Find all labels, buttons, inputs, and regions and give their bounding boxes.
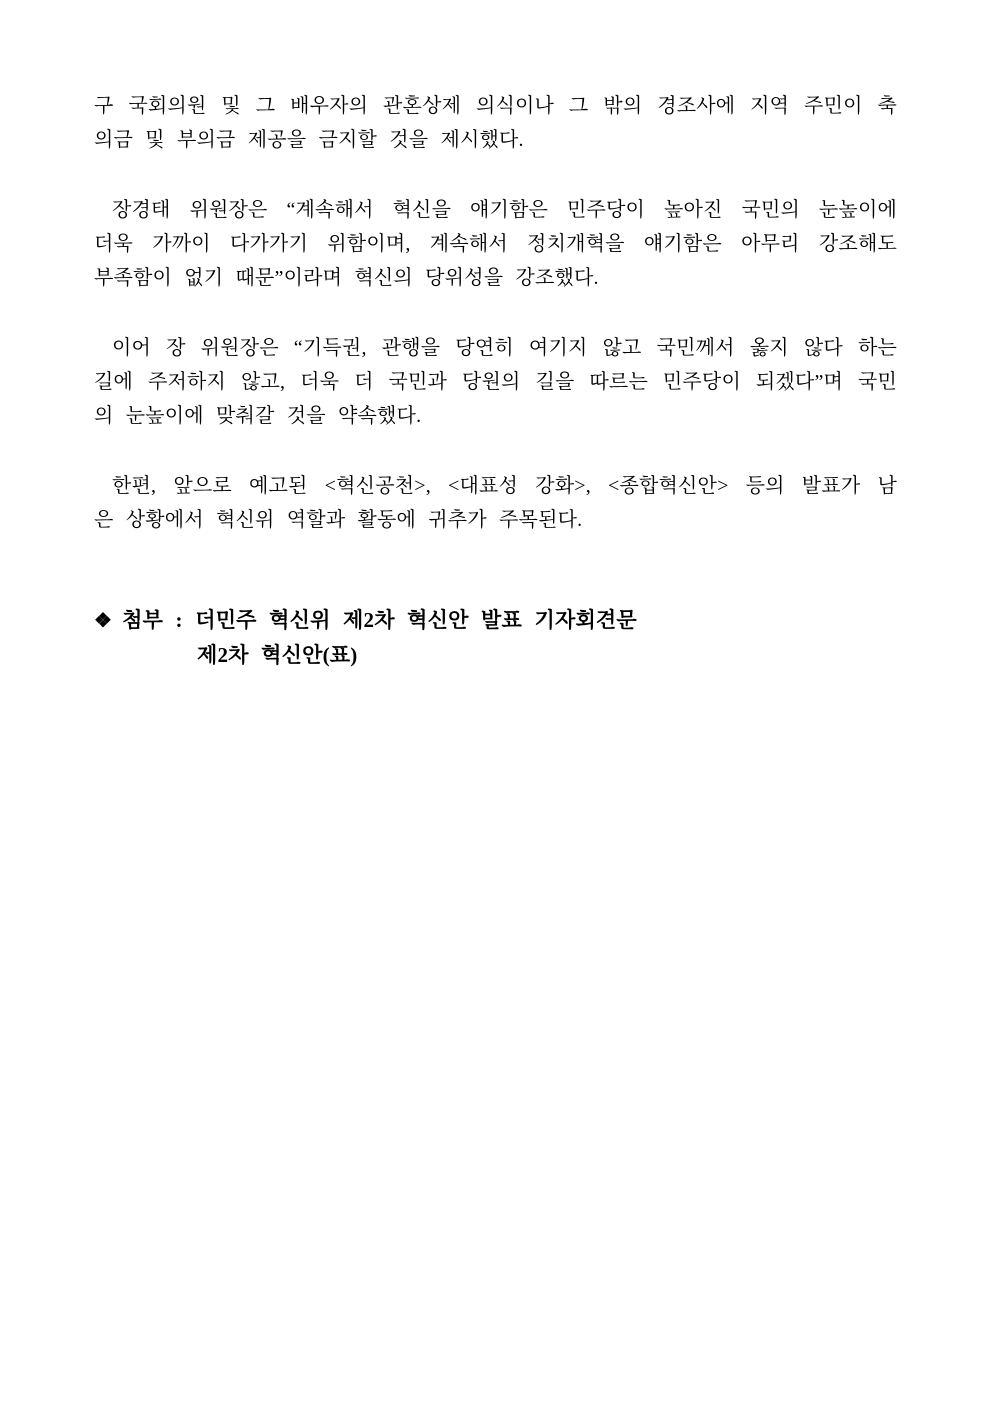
text-line: 부족함이 없기 때문”이라며 혁신의 당위성을 강조했다. bbox=[94, 267, 599, 289]
paragraph-3 bbox=[94, 331, 897, 433]
attachment-section bbox=[94, 603, 897, 672]
attachment-line-2: 제2차 혁신안(표) bbox=[197, 643, 358, 667]
paragraph-2 bbox=[94, 193, 897, 295]
paragraph-4 bbox=[94, 469, 897, 537]
text-line: 구 국회의원 및 그 배우자의 관혼상제 의식이나 그 밖의 경조사에 지역 주민이 축 bbox=[94, 95, 897, 117]
text-line: 장경태 위원장은 “계속해서 혁신을 얘기함은 민주당이 높아진 국민의 눈높이에 bbox=[112, 199, 897, 221]
text-line: 길에 주저하지 않고, 더욱 더 국민과 당원의 길을 따르는 민주당이 되겠다”며 국민 bbox=[94, 371, 897, 393]
diamond-bullet-icon: ❖ bbox=[94, 610, 113, 632]
text-line: 더욱 가까이 다가가기 위함이며, 계속해서 정치개혁을 얘기함은 아무리 강조해도 bbox=[94, 233, 897, 255]
text-line: 의금 및 부의금 제공을 금지할 것을 제시했다. bbox=[94, 129, 524, 151]
text-line: 의 눈높이에 맞춰갈 것을 약속했다. bbox=[94, 405, 422, 427]
document-content bbox=[94, 89, 897, 672]
text-line: 한편, 앞으로 예고된 <혁신공천>, <대표성 강화>, <종합혁신안> 등의 발표가 남 bbox=[112, 475, 897, 497]
text-line: 은 상황에서 혁신위 역할과 활동에 귀추가 주목된다. bbox=[94, 509, 583, 531]
attachment-title-text: 첨부 : 더민주 혁신위 제2차 혁신안 발표 기자회견문 bbox=[122, 608, 637, 632]
attachment-line-1 bbox=[94, 603, 897, 638]
paragraph-1 bbox=[94, 89, 897, 157]
text-line: 이어 장 위원장은 “기득권, 관행을 당연히 여기지 않고 국민께서 옳지 않다 하는 bbox=[112, 337, 897, 359]
